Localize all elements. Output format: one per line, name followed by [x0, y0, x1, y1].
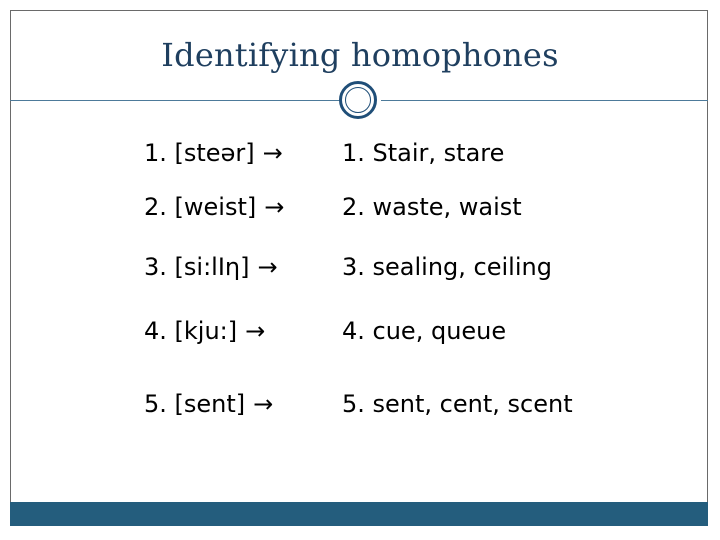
phonetic-text: 2. [weist] [144, 193, 257, 221]
arrow-right-icon: → [264, 193, 285, 221]
footer-accent-bar [10, 502, 708, 526]
slide-title: Identifying homophones [161, 36, 559, 74]
title-divider-right [381, 100, 708, 101]
title-divider-left [10, 100, 340, 101]
divider-ring-icon [339, 81, 377, 119]
homophone-words: 2. waste, waist [342, 193, 522, 221]
homophone-words: 5. sent, cent, scent [342, 390, 573, 418]
homophone-row [0, 390, 720, 426]
phonetic-transcription [144, 139, 283, 167]
homophone-words: 4. cue, queue [342, 317, 507, 345]
phonetic-transcription [144, 390, 273, 418]
homophone-words: 1. Stair, stare [342, 139, 505, 167]
phonetic-transcription [144, 253, 278, 281]
homophone-row [0, 193, 720, 229]
arrow-right-icon: → [245, 317, 266, 345]
homophone-row [0, 253, 720, 289]
homophone-words: 3. sealing, ceiling [342, 253, 552, 281]
phonetic-transcription [144, 317, 265, 345]
phonetic-text: 3. [si:lIη] [144, 253, 250, 281]
arrow-right-icon: → [257, 253, 278, 281]
homophone-row [0, 317, 720, 353]
arrow-right-icon: → [262, 139, 283, 167]
phonetic-transcription [144, 193, 284, 221]
homophone-row [0, 139, 720, 175]
phonetic-text: 5. [sent] [144, 390, 246, 418]
ring-inner-circle [345, 87, 371, 113]
phonetic-text: 1. [steər] [144, 139, 255, 167]
phonetic-text: 4. [kju:] [144, 317, 238, 345]
arrow-right-icon: → [253, 390, 274, 418]
